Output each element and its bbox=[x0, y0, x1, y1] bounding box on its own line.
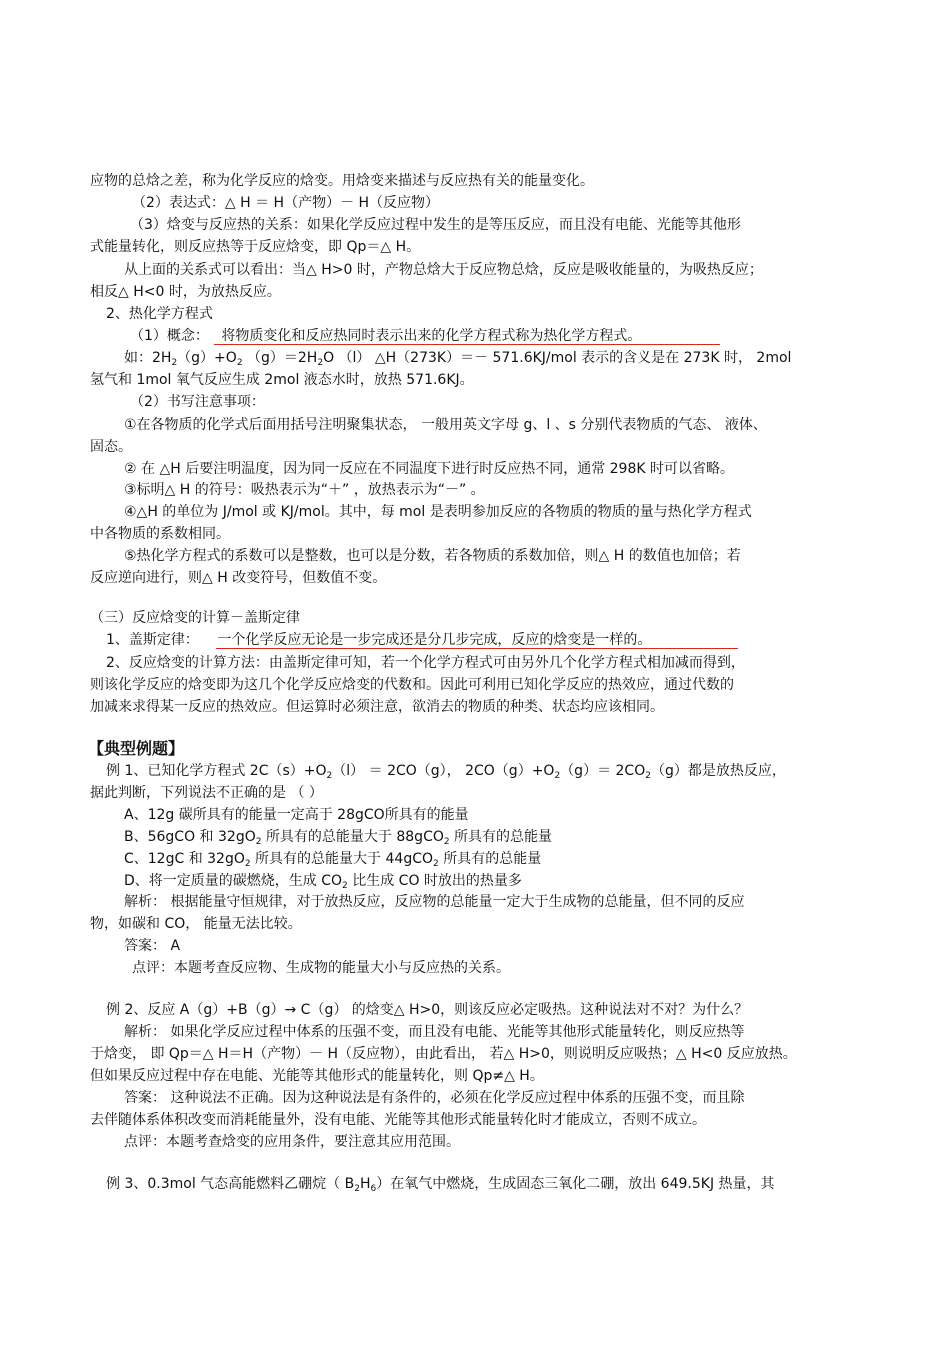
subscript: 2 bbox=[342, 881, 348, 891]
option-c bbox=[124, 850, 541, 868]
red-underline bbox=[216, 648, 738, 649]
typical-examples-heading: 【典型例题】 bbox=[88, 739, 185, 758]
text-line: 固态。 bbox=[90, 439, 132, 455]
text-line: 相反△ H<0 时，为放热反应。 bbox=[90, 284, 281, 300]
text-run: B、56gCO 和 32gO bbox=[124, 829, 256, 845]
text-run: 所具有的总能量 bbox=[449, 829, 553, 845]
comment-line: 点评：本题考查反应物、生成物的能量大小与反应热的关系。 bbox=[132, 960, 510, 976]
subscript: 2 bbox=[317, 358, 324, 368]
text-run: 比生成 CO 时放出的热量多 bbox=[347, 873, 522, 889]
text-run: 如：2H bbox=[124, 350, 172, 366]
red-underline bbox=[214, 344, 720, 345]
subscript: 6 bbox=[370, 1184, 377, 1194]
text-run: 所具有的总能量 bbox=[438, 851, 542, 867]
text-run: H bbox=[359, 1176, 371, 1192]
text-run: C、12gC 和 32gO bbox=[124, 851, 245, 867]
text-run: D、将一定质量的碳燃烧，生成 CO bbox=[124, 873, 343, 889]
answer-line: 答案： A bbox=[124, 938, 181, 954]
section-title: （三）反应焓变的计算－盖斯定律 bbox=[90, 610, 300, 626]
option-a: A、12g 碳所具有的能量一定高于 28gCO所具有的能量 bbox=[124, 807, 469, 823]
example-3 bbox=[106, 1175, 775, 1193]
text-run: 所具有的总能量大于 88gCO bbox=[261, 829, 444, 845]
text-line: 氢气和 1mol 氧气反应生成 2mol 液态水时，放热 571.6KJ。 bbox=[90, 372, 474, 388]
subscript: 2 bbox=[443, 837, 450, 847]
text-run: 所具有的总能量大于 44gCO bbox=[250, 851, 434, 867]
text-line: （3）焓变与反应热的关系：如果化学反应过程中发生的是等压反应，而且没有电能、光能等其他形 bbox=[130, 217, 741, 233]
subscript: 2 bbox=[171, 358, 178, 368]
equation-line bbox=[124, 349, 791, 367]
text-line: 2、反应焓变的计算方法：由盖斯定律可知，若一个化学方程式可由另外几个化学方程式相加减而得到， bbox=[106, 655, 745, 671]
subscript: 2 bbox=[554, 771, 561, 781]
concept-label: （1）概念： bbox=[130, 328, 209, 344]
text-line: 中各物质的系数相同。 bbox=[90, 526, 230, 542]
text-line: 解析： 如果化学反应过程中体系的压强不变，而且没有电能、光能等其他形式能量转化，则反应热等 bbox=[124, 1024, 745, 1040]
text-line: 去伴随体系体积改变而消耗能量外，没有电能、光能等其他形式能量转化时才能成立，否则不成立。 bbox=[90, 1112, 706, 1128]
text-run: （g）+O bbox=[177, 350, 237, 366]
subscript: 2 bbox=[236, 358, 243, 368]
text-line: ①在各物质的化学式后面用括号注明聚集状态， 一般用英文字母 g、l 、s 分别代表物质的气态、 液体、 bbox=[124, 417, 767, 433]
text-line: 从上面的关系式可以看出：当△ H>0 时，产物总焓大于反应物总焓，反应是吸收能量的，为吸热反应； bbox=[124, 262, 763, 278]
section-title: 2、热化学方程式 bbox=[106, 306, 213, 322]
text-line: （2）表达式：△ H ＝ H（产物）－ H（反应物） bbox=[132, 195, 440, 211]
text-line: ④△H 的单位为 J/mol 或 KJ/mol。其中，每 mol 是表明参加反应的各物质的物质的量与热化学方程式 bbox=[124, 504, 752, 520]
subscript: 2 bbox=[255, 837, 262, 847]
text-line: 反应逆向进行，则△ H 改变符号，但数值不变。 bbox=[90, 570, 387, 586]
hess-text: 一个化学反应无论是一步完成还是分几步完成，反应的焓变是一样的。 bbox=[217, 632, 652, 648]
subscript: 2 bbox=[244, 859, 251, 869]
text-line: 加减来求得某一反应的热效应。但运算时必须注意，欲消去的物质的种类、状态均应该相同。 bbox=[90, 699, 664, 715]
text-line: 式能量转化，则反应热等于反应焓变，即 Qp＝△ H。 bbox=[90, 239, 421, 255]
example-1 bbox=[106, 762, 786, 780]
text-line: 则该化学反应的焓变即为这几个化学反应焓变的代数和。因此可利用已知化学反应的热效应，通过代数的 bbox=[90, 677, 734, 693]
text-run: 例 1、已知化学方程式 2C（s）+O bbox=[106, 763, 327, 779]
comment-line: 点评：本题考查焓变的应用条件，要注意其应用范围。 bbox=[124, 1134, 460, 1150]
option-d bbox=[124, 872, 522, 890]
text-line: 据此判断，下列说法不正确的是 （ ） bbox=[90, 785, 323, 801]
concept-text: 将物质变化和反应热同时表示出来的化学方程式称为热化学方程式。 bbox=[221, 328, 642, 344]
example-2: 例 2、反应 A（g）+B（g）→ C（g） 的焓变△ H>0，则该反应必定吸热。这种说法对不对？为什么？ bbox=[106, 1002, 749, 1018]
subscript: 2 bbox=[433, 859, 439, 869]
text-run: （g）＝2H bbox=[242, 350, 318, 366]
text-run: （l） ＝ 2CO（g）， 2CO（g）+O bbox=[332, 763, 555, 779]
text-run: ）在氧气中燃烧，生成固态三氧化二硼，放出 649.5KJ 热量，其 bbox=[376, 1176, 775, 1192]
text-line: ② 在 △H 后要注明温度，因为同一反应在不同温度下进行时反应热不同，通常 298K 时可以省略。 bbox=[124, 461, 734, 477]
text-line bbox=[130, 327, 641, 345]
subscript: 2 bbox=[354, 1184, 360, 1194]
option-b bbox=[124, 828, 552, 846]
subscript: 2 bbox=[645, 771, 651, 781]
hess-label: 1、盖斯定律： bbox=[106, 632, 199, 648]
subsection-title: （2）书写注意事项： bbox=[130, 394, 265, 410]
text-run: （g）＝ 2CO bbox=[560, 763, 646, 779]
text-line: 应物的总焓之差，称为化学反应的焓变。用焓变来描述与反应热有关的能量变化。 bbox=[90, 173, 594, 189]
text-run: 例 3、0.3mol 气态高能燃料乙硼烷（ B bbox=[106, 1176, 355, 1192]
text-line: 于焓变， 即 Qp＝△ H＝H（产物）－ H（反应物），由此看出， 若△ H>0，则说明反应吸热；△ H<0 反应放热。 bbox=[90, 1046, 797, 1062]
text-line: ③标明△ H 的符号：吸热表示为“＋” ，放热表示为“－” 。 bbox=[124, 482, 485, 498]
text-run: O （l） △H（273K）＝－ 571.6KJ/mol 表示的含义是在 273K 时， 2mol bbox=[323, 350, 792, 366]
text-line bbox=[106, 631, 651, 649]
text-line: 物，如碳和 CO， 能量无法比较。 bbox=[90, 916, 302, 932]
answer-line: 答案： 这种说法不正确。因为这种说法是有条件的，必须在化学反应过程中体系的压强不变，而且除 bbox=[124, 1090, 745, 1106]
text-line: 解析： 根据能量守恒规律，对于放热反应，反应物的总能量一定大于生成物的总能量，但不同的反应 bbox=[124, 894, 745, 910]
text-line: 但如果反应过程中存在电能、光能等其他形式的能量转化，则 Qp≠△ H。 bbox=[90, 1068, 544, 1084]
text-line: ⑤热化学方程式的系数可以是整数，也可以是分数，若各物质的系数加倍，则△ H 的数值也加倍；若 bbox=[124, 548, 741, 564]
subscript: 2 bbox=[326, 771, 333, 781]
text-run: （g）都是放热反应， bbox=[650, 763, 786, 779]
